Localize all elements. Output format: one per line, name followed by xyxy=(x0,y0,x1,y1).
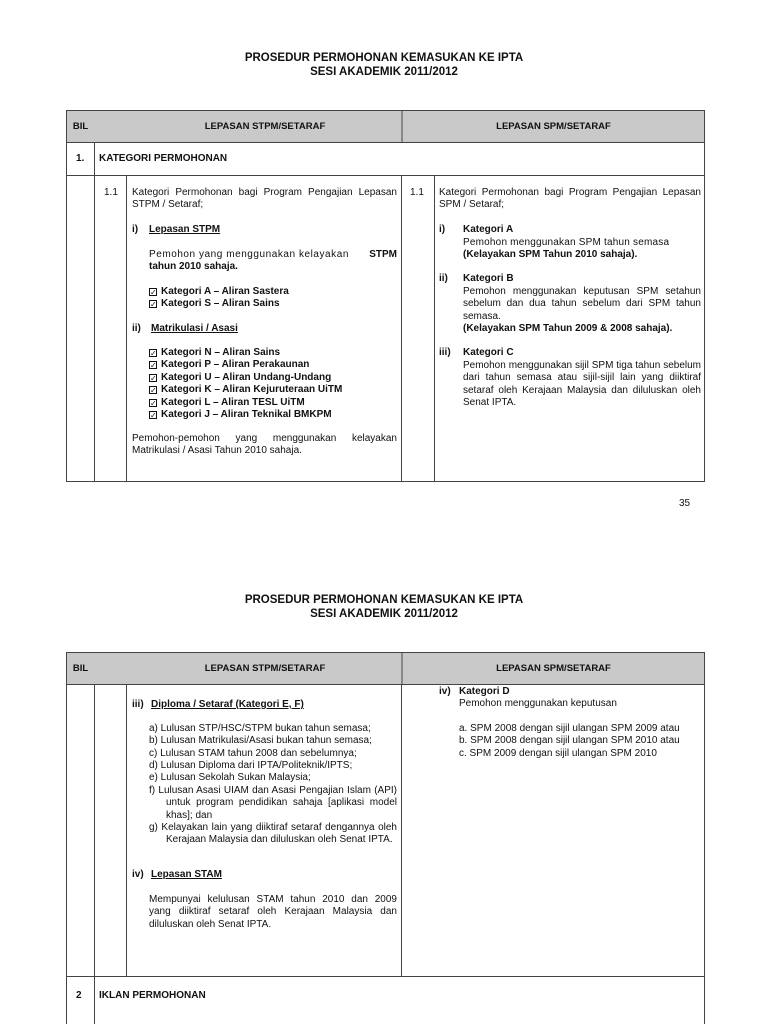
stpm-i-text xyxy=(149,249,397,274)
stpm-i-text-plain: Pemohon yang menggunakan kelayakan xyxy=(149,249,349,260)
header-stpm: LEPASAN STPM/SETARAF xyxy=(204,121,326,132)
header-divider xyxy=(401,111,403,142)
col-divider-mid xyxy=(401,175,402,481)
stpm-ii-category: ✓ Kategori P – Aliran Perakaunan xyxy=(150,359,310,370)
spm-sub-number: 1.1 xyxy=(410,187,424,198)
header-spm: LEPASAN SPM/SETARAF xyxy=(496,663,611,674)
checkbox-icon: ✓ xyxy=(150,386,157,395)
stpm-intro: Kategori Permohonan bagi Program Pengajian Lepasan STPM / Setaraf; xyxy=(132,187,397,211)
section-title: IKLAN PERMOHONAN xyxy=(99,990,206,1001)
spm-a-text: Pemohon menggunakan SPM tahun semasa xyxy=(463,237,670,248)
header-divider xyxy=(401,653,403,684)
checkbox-icon: ✓ xyxy=(150,288,157,297)
procedure-table xyxy=(66,652,705,1024)
header-stpm: LEPASAN STPM/SETARAF xyxy=(204,663,326,674)
spm-a-label: i) xyxy=(439,224,446,235)
stpm-iv-title: Lepasan STAM xyxy=(151,869,222,880)
stpm-ii-category: ✓ Kategori L – Aliran TESL UiTM xyxy=(150,397,305,408)
page-title-line2: SESI AKADEMIK 2011/2012 xyxy=(310,608,458,620)
table-header xyxy=(67,111,704,143)
spm-a-note: (Kelayakan SPM Tahun 2010 sahaja). xyxy=(463,249,638,260)
spm-d-item: a. SPM 2008 dengan sijil ulangan SPM 2009 atau xyxy=(459,723,680,734)
stpm-iii-title: Diploma / Setaraf (Kategori E, F) xyxy=(151,699,304,710)
stpm-i-label: i) xyxy=(132,224,139,235)
row-divider xyxy=(67,175,704,176)
checkbox-icon: ✓ xyxy=(150,374,157,383)
header-bil: BIL xyxy=(72,121,89,132)
col-divider-bil xyxy=(94,142,95,481)
stpm-ii-category: ✓ Kategori K – Aliran Kejuruteraan UiTM xyxy=(150,384,343,395)
page-title-line2: SESI AKADEMIK 2011/2012 xyxy=(310,66,458,78)
stpm-iii-label: iii) xyxy=(132,699,144,710)
spm-d-item: c. SPM 2009 dengan sijil ulangan SPM 2010 xyxy=(459,748,657,759)
stpm-i-text-bold2: tahun 2010 sahaja. xyxy=(149,261,238,273)
col-divider-sub1 xyxy=(126,684,127,976)
stpm-iii-item: a) Lulusan STP/HSC/STPM bukan tahun semasa; xyxy=(149,723,371,734)
section-title: KATEGORI PERMOHONAN xyxy=(99,153,228,164)
spm-c-label: iii) xyxy=(439,347,451,358)
stpm-iii-item: b) Lulusan Matrikulasi/Asasi bukan tahun semasa; xyxy=(149,735,372,746)
stpm-i-category: ✓ Kategori S – Aliran Sains xyxy=(150,298,280,309)
stpm-iii-item: e) Lulusan Sekolah Sukan Malaysia; xyxy=(149,772,311,783)
spm-b-label: ii) xyxy=(439,273,448,284)
stpm-iii-item-f: f) Lulusan Asasi UIAM dan Asasi Pengajian Islam (API) untuk program pendidikan sahaja [aplikasi model khas]; dan xyxy=(149,785,397,821)
spm-b-title: Kategori B xyxy=(463,273,514,284)
stpm-iv-label: iv) xyxy=(132,869,144,880)
procedure-table xyxy=(66,110,705,482)
stpm-i-category: ✓ Kategori A – Aliran Sastera xyxy=(150,286,289,297)
header-bil: BIL xyxy=(72,663,89,674)
col-divider-bil xyxy=(94,684,95,1024)
checkbox-icon: ✓ xyxy=(150,349,157,358)
table-header xyxy=(67,653,704,685)
spm-c-title: Kategori C xyxy=(463,347,514,358)
stpm-ii-category: ✓ Kategori N – Aliran Sains xyxy=(150,347,281,358)
checkbox-icon: ✓ xyxy=(150,361,157,370)
header-spm: LEPASAN SPM/SETARAF xyxy=(496,121,611,132)
stpm-i-text-bold1: STPM xyxy=(369,249,397,260)
page-number: 35 xyxy=(679,498,691,509)
stpm-ii-category: ✓ Kategori J – Aliran Teknikal BMKPM xyxy=(150,409,332,420)
checkbox-icon: ✓ xyxy=(150,411,157,420)
section-number: 2 xyxy=(76,990,82,1001)
col-divider-sub2 xyxy=(434,175,435,481)
stpm-ii-title: Matrikulasi / Asasi xyxy=(151,323,238,334)
checkbox-icon: ✓ xyxy=(150,300,157,309)
page-title-line1: PROSEDUR PERMOHONAN KEMASUKAN KE IPTA xyxy=(244,594,524,606)
stpm-closing: Pemohon-pemohon yang menggunakan kelayakan Matrikulasi / Asasi Tahun 2010 sahaja. xyxy=(132,433,397,457)
stpm-iii-item: c) Lulusan STAM tahun 2008 dan sebelumnya; xyxy=(149,748,357,759)
spm-d-title: Kategori D xyxy=(459,686,510,697)
row-divider xyxy=(67,976,704,977)
col-divider-sub1 xyxy=(126,175,127,481)
stpm-ii-category: ✓ Kategori U – Aliran Undang-Undang xyxy=(150,372,332,383)
section-number: 1. xyxy=(76,153,85,164)
spm-intro: Kategori Permohonan bagi Program Pengajian Lepasan SPM / Setaraf; xyxy=(439,187,701,211)
stpm-i-title: Lepasan STPM xyxy=(149,224,221,235)
checkbox-icon: ✓ xyxy=(150,399,157,408)
spm-d-label: iv) xyxy=(439,686,451,697)
spm-d-item: b. SPM 2008 dengan sijil ulangan SPM 2010 atau xyxy=(459,735,680,746)
page-title-line1: PROSEDUR PERMOHONAN KEMASUKAN KE IPTA xyxy=(244,52,524,64)
stpm-iii-item: d) Lulusan Diploma dari IPTA/Politeknik/IPTS; xyxy=(149,760,353,771)
spm-a-title: Kategori A xyxy=(463,224,514,235)
col-divider-mid xyxy=(401,684,402,976)
spm-b-note: (Kelayakan SPM Tahun 2009 & 2008 sahaja). xyxy=(463,323,673,334)
spm-d-text: Pemohon menggunakan keputusan xyxy=(459,698,617,709)
stpm-iii-item-g: g) Kelayakan lain yang diiktiraf setaraf dengannya oleh Kerajaan Malaysia dan diluluskan oleh Senat IPTA. xyxy=(149,822,397,846)
spm-c-text: Pemohon menggunakan sijil SPM tiga tahun sebelum dari tahun semasa atau sijil-sijil lain yang diiktiraf setaraf oleh Kerajaan Malaysia dan diluluskan oleh Senat IPTA. xyxy=(463,360,701,409)
stpm-sub-number: 1.1 xyxy=(104,187,118,198)
stpm-ii-label: ii) xyxy=(132,323,141,334)
spm-b-text: Pemohon menggunakan keputusan SPM setahun sebelum dan dua tahun sebelum dari SPM tahun semasa. xyxy=(463,286,701,322)
stpm-iv-text: Mempunyai kelulusan STAM tahun 2010 dan 2009 yang diiktiraf setaraf oleh Kerajaan Malaysia dan diluluskan oleh Senat IPTA. xyxy=(149,894,397,930)
